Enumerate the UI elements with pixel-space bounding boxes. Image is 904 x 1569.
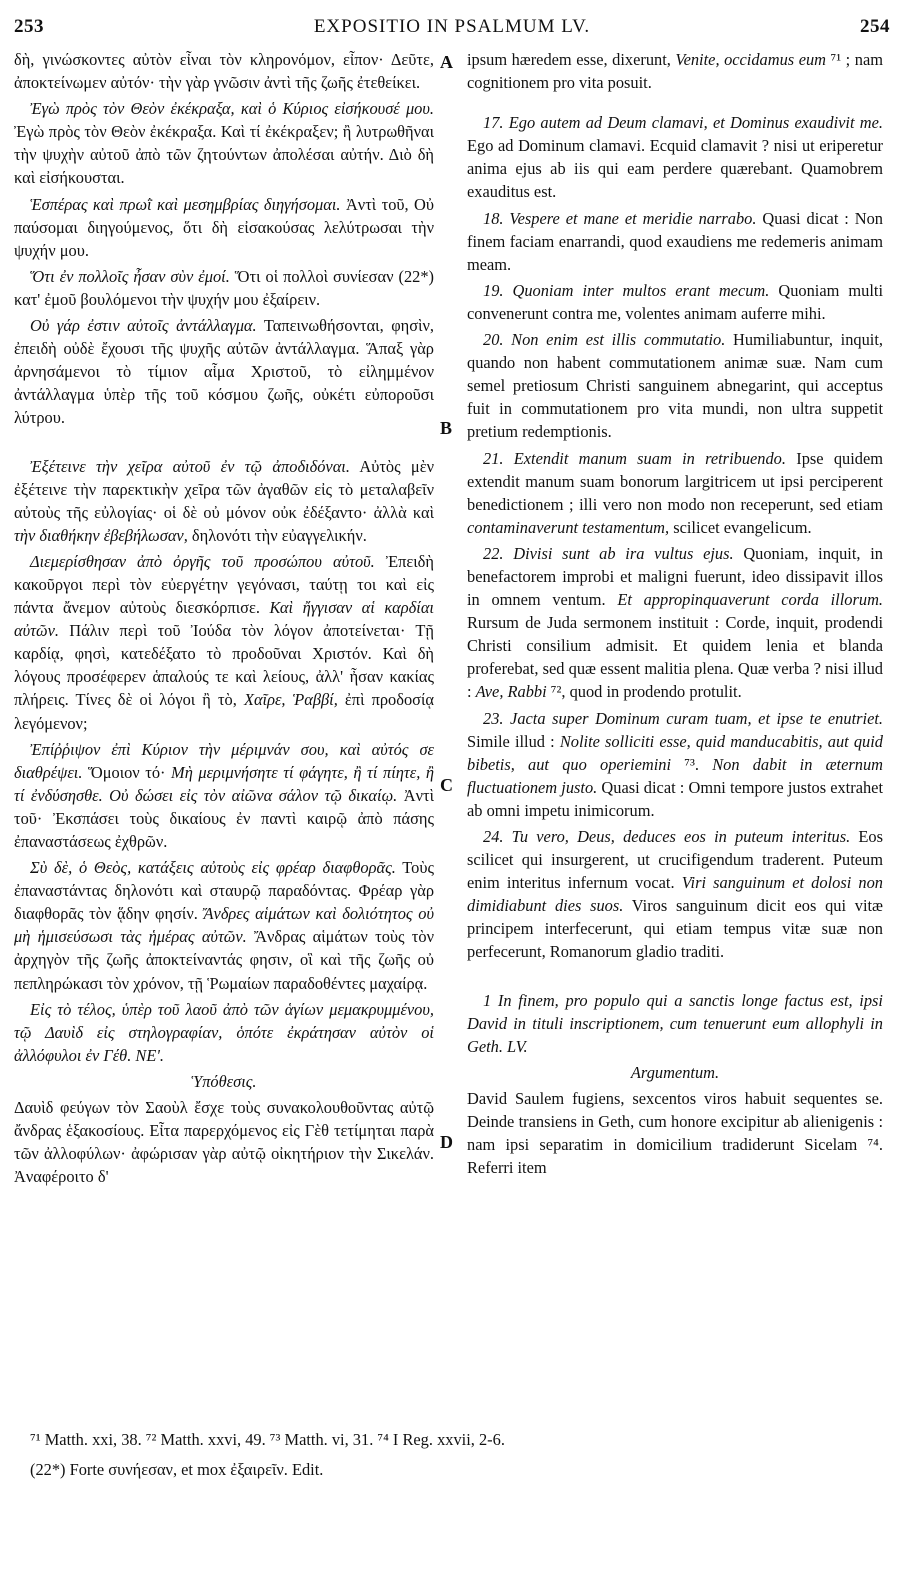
latin-commentary: Quasi dicat : Omni tempore justos extrahet ab omni impetu inimicorum. xyxy=(467,777,883,820)
latin-column xyxy=(467,48,883,1182)
spacer xyxy=(467,97,883,111)
greek-lemma: Διεμερίσθησαν ἀπὸ ὀργῆς τοῦ προσώπου αὐτοῦ. xyxy=(30,551,375,571)
greek-argument-text: Δαυὶδ φεύγων τὸν Σαοὺλ ἔσχε τοὺς συνακολουθοῦντας αὐτῷ ἄνδρας ἑξακοσίους. Εἶτα παρερχόμενος εἰς Γὲθ τετίμηται παρὰ τῶν ἀλλοφύλων· ἀφώρισαν γὰρ αὐτῷ οἰκητήριον τὴν Σικελάν. Ἀναφέροιτο δ' xyxy=(14,1098,434,1187)
latin-commentary: Rursum de Juda sermonem instituit : Corde, inquit, prodendi Christi consilium admisit. Et quidem lenia et blanda proferebat, sed quæ essent malitia plena. Quæ verba ? nisi illud : xyxy=(467,613,883,702)
latin-lemma: 21. Extendit manum suam in retribuendo. xyxy=(483,448,786,468)
greek-paragraph-1: δὴ, γινώσκοντες αὐτὸν εἶναι τὸν κληρονόμον, εἶπον· Δεῦτε, ἀποκτείνωμεν αὐτόν· τὴν γὰρ γνῶσιν ἀντὶ τῆς ζωῆς ἐτεθείκει. xyxy=(14,50,434,93)
latin-citation: Et appropinquaverunt corda illorum. xyxy=(617,590,883,610)
greek-paragraph-7 xyxy=(14,550,434,735)
latin-paragraph-9 xyxy=(467,825,883,964)
greek-lemma: Ἐγὼ πρὸς τὸν Θεὸν ἐκέκραξα, καὶ ὁ Κύριος εἰσήκουσέ μου. xyxy=(30,99,434,119)
greek-commentary: Ταπεινωθήσονται, φησὶν, ἐπειδὴ οὐδὲ ἔχουσι τῆς ψυχῆς αὐτῶν ἀντάλλαγμα. Ἅπαξ γὰρ ἀρνησάμενοι τὸ τίμιον αἷμα Χριστοῦ, τὸ εἰλημμένον ἀντάλλαγμα ὑπὲρ τῆς τοῦ κόσμου ζωῆς, οὐκέτι εὐποροῦσι λύτρου. xyxy=(14,316,434,428)
latin-paragraph-4 xyxy=(467,279,883,325)
latin-lemma: 17. Ego autem ad Deum clamavi, et Dominus exaudivit me. xyxy=(483,113,883,133)
greek-commentary: Ἀντὶ τοῦ· Ἐκσπάσει τοὺς δικαίους ἐν παντὶ καιρῷ ἀπὸ πάσης ἐπαναστάσεως ἐχθρῶν. xyxy=(14,785,434,851)
latin-citation: Ave, Rabbi xyxy=(475,682,547,702)
latin-paragraph-2 xyxy=(467,111,883,203)
latin-lemma: 24. Tu vero, Deus, deduces eos in puteum interitus. xyxy=(483,827,851,846)
greek-lemma: Ὅτι ἐν πολλοῖς ἦσαν σὺν ἐμοί. xyxy=(30,266,230,286)
latin-argument-text: David Saulem fugiens, sexcentos viros habuit sequentes se. Deinde transiens in Geth, cum honore excipitur ab alienigenis : nam ipsi separatim in domicilium tradiderunt Sicelam ⁷⁴. Referri item xyxy=(467,1088,883,1178)
latin-lemma: 18. Vespere et mane et meridie narrabo. xyxy=(483,208,757,228)
latin-citation: Venite, occidamus eum xyxy=(675,50,826,69)
latin-citation: contaminaverunt testamentum, xyxy=(467,517,670,537)
greek-citation: Καὶ ἤγγισαν αἱ καρδίαι αὐτῶν. xyxy=(14,598,434,641)
greek-lemma: Ἐξέτεινε τὴν χεῖρα αὐτοῦ ἐν τῷ ἀποδιδόναι. xyxy=(30,456,350,476)
latin-text: ⁷¹ ; nam cognitionem pro vita posuit. xyxy=(467,50,883,93)
greek-argument-heading: Ὑπόθεσις. xyxy=(191,1071,257,1091)
page-header xyxy=(14,12,890,42)
latin-paragraph-7 xyxy=(467,542,883,704)
greek-citation: Χαῖρε, Ῥαββί, xyxy=(243,690,338,710)
latin-paragraph-5 xyxy=(467,328,883,443)
running-title: EXPOSITIO IN PSALMUM LV. xyxy=(313,16,591,37)
latin-paragraph-3 xyxy=(467,207,883,276)
latin-commentary: Humiliabuntur, inquit, quando non habent commutationem animæ suæ. Nam cum semel pretiosum Christi sanguinem abnegarint, qui acceptus fuit in commutationem pro vita mundi, non ultra suppetit pretium redemptionis. xyxy=(467,330,883,442)
greek-commentary: Ὅμοιον τό· xyxy=(82,762,172,782)
greek-commentary: ἐπὶ προδοσίᾳ λεγόμενον; xyxy=(14,690,434,733)
margin-marker-d: D xyxy=(440,1132,453,1152)
latin-psalm-title: 1 In finem, pro populo qui a sanctis longe factus est, ipsi David in tituli inscriptionem, cum tenuerunt eum allophyli in Geth. LV. xyxy=(467,990,883,1056)
latin-lemma: 20. Non enim est illis commutatio. xyxy=(483,330,726,350)
spacer xyxy=(14,433,434,455)
latin-commentary: Quasi dicat : Non finem faciam enarrandi, quod exaudiens me redemeris animam meam. xyxy=(467,208,883,274)
latin-commentary: Simile illud : xyxy=(467,731,560,751)
latin-commentary: Quoniam, inquit, in benefactorem improbi et maligni fuerunt, ideo dissipavit illos in omnem ventum. xyxy=(467,543,883,610)
spacer xyxy=(467,967,883,989)
greek-citation: Μὴ μεριμνήσητε τί φάγητε, ἢ τί πίητε, ἢ τί ἐνδύσησθε. Οὐ δώσει εἰς τὸν αἰῶνα σάλον τῷ δικαίῳ. xyxy=(14,762,434,805)
latin-paragraph-1 xyxy=(467,48,883,94)
latin-lemma: 23. Jacta super Dominum curam tuam, et ipse te enutriet. xyxy=(483,708,883,728)
page-number-left: 253 xyxy=(14,16,44,37)
greek-citation: τὴν διαθήκην ἐβεβήλωσαν, xyxy=(14,525,188,545)
latin-commentary: Viros sanguinum dicit eos qui vitæ principem interfecerunt, qui etiam tempus vitæ suæ non perfecerunt, Romanorum gladio traditi. xyxy=(467,896,883,962)
latin-commentary: scilicet evangelicum. xyxy=(669,517,812,537)
greek-paragraph-3 xyxy=(14,193,434,262)
latin-citation: Viri sanguinum et dolosi non dimidiabunt dies suos. xyxy=(467,873,883,916)
greek-commentary: δηλονότι τὴν εὐαγγελικήν. xyxy=(187,525,367,545)
greek-lemma: Οὐ γάρ ἐστιν αὐτοῖς ἀντάλλαγμα. xyxy=(30,316,257,336)
margin-marker-c: C xyxy=(440,775,453,795)
margin-marker-a: A xyxy=(440,52,453,72)
greek-commentary: Ἐγὼ πρὸς τὸν Θεὸν ἐκέκραξα. Καὶ τί ἐκέκραξεν; ἢ λυτρωθῆναι τὴν ψυχὴν αὐτοῦ ἀπὸ τῶν ζητούντων ἀπολέσαι αὐτήν. Διὸ δὴ καὶ εἰσήκουσται. xyxy=(14,122,434,188)
latin-text: ipsum hæredem esse, dixerunt, xyxy=(467,50,676,69)
greek-commentary: Ἄνδρας αἱμάτων τοὺς τὸν ἀρχηγὸν τῆς ζωῆς ἀποκτείναντάς φησιν, οἳ καὶ τῆς ζωῆς οὐ πεπληρώκασι τὸν χρόνον, τῇ Ῥωμαίων παραδοθέντες μαχαίρᾳ. xyxy=(14,927,434,993)
footnote-editorial: (22*) Forte συνήεσαν, et mox ἐξαιρεῖν. Edit. xyxy=(30,1460,324,1479)
latin-commentary: ⁷², quod in prodendo protulit. xyxy=(546,682,742,702)
latin-commentary: Ipse quidem extendit manum suam bonorum largitricem ut ipsi perciperent benedictionem ; illi vero non modo non receperunt, sed etiam xyxy=(467,448,883,514)
greek-paragraph-5 xyxy=(14,314,434,429)
footnote-references: ⁷¹ Matth. xxi, 38. ⁷² Matth. xxvi, 49. ⁷³ Matth. vi, 31. ⁷⁴ I Reg. xxvii, 2-6. xyxy=(30,1430,505,1449)
latin-commentary: Ego ad Dominum clamavi. Ecquid clamavit ? nisi ut eriperetur anima ejus ab iis qui eam perdere quærebant. Quamobrem exauditus est. xyxy=(467,136,883,202)
latin-citation: Non dabit in æternum fluctuationem justo. xyxy=(467,754,883,797)
page-number-right: 254 xyxy=(860,16,890,37)
greek-paragraph-9 xyxy=(14,856,434,995)
footnotes xyxy=(30,1425,880,1485)
latin-lemma: 22. Divisi sunt ab ira vultus ejus. xyxy=(483,543,734,563)
greek-commentary: Ὅτι οἱ πολλοὶ συνίεσαν (22*) κατ' ἐμοῦ βουλόμενοι τὴν ψυχήν μου ἐξαίρειν. xyxy=(14,266,434,309)
latin-paragraph-6 xyxy=(467,447,883,539)
greek-paragraph-6 xyxy=(14,455,434,547)
latin-commentary: Quoniam multi convenerunt contra me, volentes animam auferre mihi. xyxy=(467,280,883,323)
greek-commentary: Ἀντὶ τοῦ, Οὐ παύσομαι διηγούμενος, ὅτι δὴ εἰσακούσας λελύτρωσαι τὴν ψυχήν μου. xyxy=(14,194,434,260)
greek-psalm-title: Εἰς τὸ τέλος, ὑπὲρ τοῦ λαοῦ ἀπὸ τῶν ἁγίων μεμακρυμμένου, τῷ Δαυὶδ εἰς στηλογραφίαν, ὁπότε ἐκράτησαν αὐτὸν οἱ ἀλλόφυλοι ἐν Γέθ. ΝΕ'. xyxy=(14,999,434,1065)
greek-lemma: Ἐπίῤῥιψον ἐπὶ Κύριον τὴν μέριμνάν σου, καὶ αὐτός σε διαθρέψει. xyxy=(14,739,434,782)
greek-paragraph-8 xyxy=(14,738,434,853)
latin-commentary: ⁷³. xyxy=(671,754,713,774)
latin-paragraph-8 xyxy=(467,707,883,822)
latin-commentary: Eos scilicet qui insurgerent, ut crucifigendum traderent. Puteum enim interitus infernum vocat. xyxy=(467,827,883,893)
greek-commentary: Ἐπειδὴ κακοῦργοι περὶ τὸν εὐεργέτην γεγόνασι, ταύτῃ τοι καὶ εἰς πάντα ἄνεμον αὐτοὺς διεσκόρπισε. xyxy=(14,551,434,618)
latin-citation: Nolite solliciti esse, quid manducabitis, aut quid bibetis, aut quo operiemini xyxy=(467,731,883,774)
greek-commentary: Αὐτὸς μὲν ἐξέτεινε τὴν παρεκτικὴν χεῖρα τῶν ἀγαθῶν εἰς τὸ μεταλαβεῖν αὐτοὺς τῆς εὐλογίας· οἱ δὲ οὐ μόνον οὐκ ἐδέξαντο· ἀλλὰ καὶ xyxy=(14,456,434,522)
greek-citation: Ἄνδρες αἱμάτων καὶ δολιότητος οὐ μὴ ἡμισεύσωσι τὰς ἡμέρας αὐτῶν. xyxy=(14,904,434,947)
latin-lemma: 19. Quoniam inter multos erant mecum. xyxy=(483,280,770,300)
margin-marker-b: B xyxy=(440,418,453,438)
greek-paragraph-4 xyxy=(14,265,434,311)
greek-commentary: Πάλιν περὶ τοῦ Ἰούδα τὸν λόγον ἀποτείνεται· Τῇ καρδίᾳ, φησὶ, κατεδέξατο τὸ προδοῦναι Χριστόν. Καὶ δὴ λόγους προσέφερεν ἁπαλούς τε καὶ λείους, ἀλλ' ἦσαν κακίας πλήρεις. Τίνες δὲ οἱ λόγοι ἢ τὸ, xyxy=(14,621,434,710)
greek-lemma: Σὺ δὲ, ὁ Θεὸς, κατάξεις αὐτοὺς εἰς φρέαρ διαφθορᾶς. xyxy=(30,858,396,878)
greek-paragraph-2 xyxy=(14,97,434,189)
greek-lemma: Ἑσπέρας καὶ πρωῒ καὶ μεσημβρίας διηγήσομαι. xyxy=(30,194,341,214)
greek-commentary: Τοὺς ἐπαναστάντας δηλονότι καὶ σταυρῷ παραδόντας. Φρέαρ γὰρ διαφθορᾶς τὸν ᾅδην φησίν. xyxy=(14,858,434,924)
latin-argument-heading: Argumentum. xyxy=(630,1062,720,1082)
greek-column xyxy=(14,48,434,1191)
